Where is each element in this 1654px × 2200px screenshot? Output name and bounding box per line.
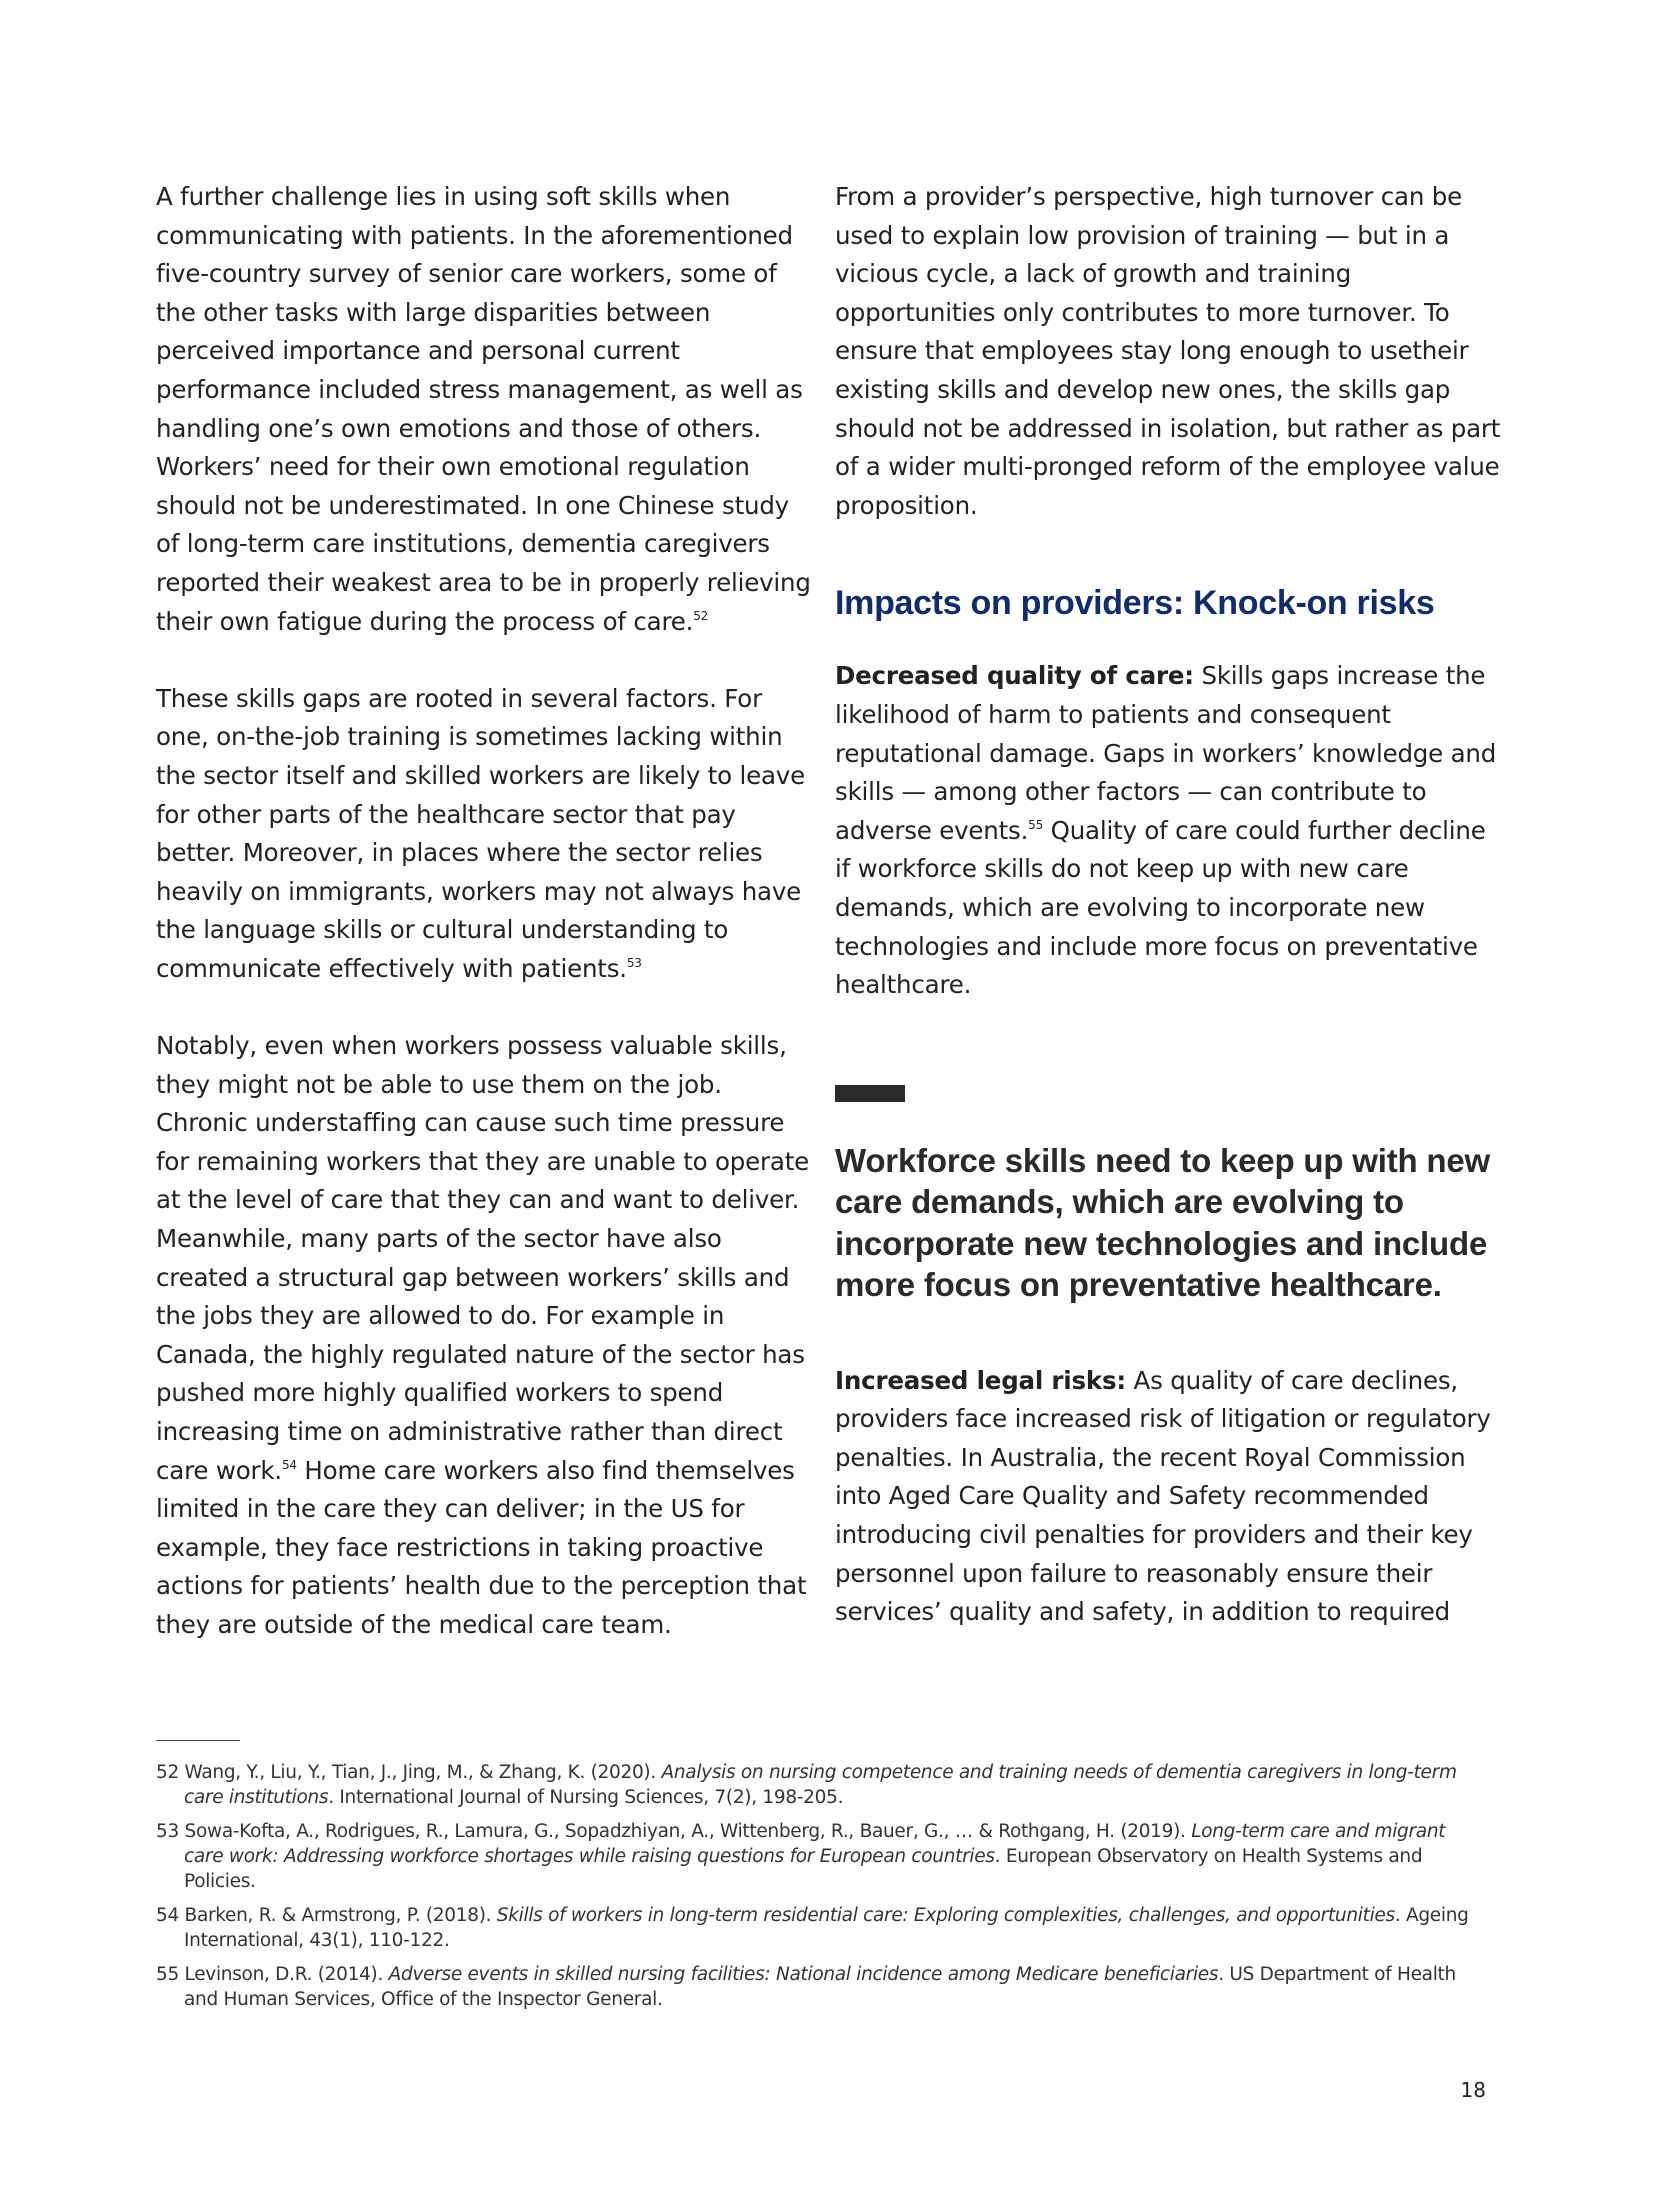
page-number: 18 xyxy=(1460,2078,1486,2102)
quality-lead-label: Decreased quality of care: xyxy=(835,661,1194,691)
footnote-ref-54[interactable]: 54 xyxy=(281,1457,297,1472)
paragraph-skills-usage: Notably, even when workers possess valuable skills, they might not be able to use them on the job. Chronic understaffing can cause such time pressure for remaining workers that they are unable to operate at the level of care that they can and want to deliver. Meanwhile, many parts of the sector have also created a structural gap between workers’ skills and the jobs they are allowed to do. For example in Canada, the highly regulated nature of the sector has pushed more highly qualified workers to spend increasing time on administrative rather than direct care work.$^{54}$ Home care workers also find themselves limited in the care they can deliver; in the US for example, they face restrictions in taking proactive actions for patients’ health due to the perception that they are outside of the medical care team. xyxy=(156,1031,809,1639)
paragraph-provider-perspective: From a provider’s perspective, high turnover can be used to explain low provision of training — but in a vicious cycle, a lack of growth and training opportunities only contributes to more turnover. To ensure that employees stay long enough to usetheir existing skills and develop new ones, the skills gap should not be addressed in isolation, but rather as part of a wider multi-pronged reform of the employee value proposition. xyxy=(835,182,1501,520)
footnote-52: 52 Wang, Y., Liu, Y., Tian, J., Jing, M., & Zhang, K. (2020). Analysis on nursing competence and training needs of dementia caregivers in long-term care institutions. International Journal of Nursing Sciences, 7(2), 198-205. xyxy=(156,1762,1457,1808)
footnote-divider xyxy=(156,1740,240,1741)
footnote-ref-53[interactable]: 53 xyxy=(626,955,642,970)
pull-quote-bar xyxy=(835,1085,905,1102)
footnote-ref-55[interactable]: 55 xyxy=(1028,817,1044,832)
left-column xyxy=(156,178,816,1645)
pull-quote: Workforce skills need to keep up with new care demands, which are evolving to incorporate new technologies and include more focus on preventative healthcare. xyxy=(835,1141,1491,1304)
footnote-55: 55 Levinson, D.R. (2014). Adverse events in skilled nursing facilities: National incidence among Medicare beneficiaries. US Department of Health and Human Services, Office of the Inspector General. xyxy=(156,1964,1456,2010)
footnote-ref-52[interactable]: 52 xyxy=(693,608,709,623)
paragraph-quality-of-care: Decreased quality of care: Skills gaps increase the likelihood of harm to patients and consequent reputational damage. Gaps in workers’ knowledge and skills — among other factors — can contribute to adverse events.$^{55}$ Quality of care could further decline if workforce skills do not keep up with new care demands, which are evolving to incorporate new technologies and include more focus on preventative healthcare. xyxy=(835,661,1497,1000)
right-column xyxy=(835,178,1503,1632)
footnote-54: 54 Barken, R. & Armstrong, P. (2018). Skills of workers in long-term residential care: Exploring complexities, challenges, and opportunities. Ageing International, 43(1), 110-122. xyxy=(156,1905,1469,1951)
footnotes xyxy=(156,1760,1486,2021)
paragraph-legal-risks: Increased legal risks: As quality of care declines, providers face increased risk of litigation or regulatory penalties. In Australia, the recent Royal Commission into Aged Care Quality and Safety recommended introducing civil penalties for providers and their key personnel upon failure to reasonably ensure their services’ quality and safety, in addition to required xyxy=(835,1365,1491,1627)
paragraph-skills-gaps-roots: These skills gaps are rooted in several factors. For one, on-the-job training is sometimes lacking within the sector itself and skilled workers are likely to leave for other parts of the healthcare sector that pay better. Moreover, in places where the sector relies heavily on immigrants, workers may not always have the language skills or cultural understanding to communicate effectively with patients.$^{53}$ xyxy=(156,683,805,983)
footnote-53: 53 Sowa-Kofta, A., Rodrigues, R., Lamura, G., Sopadzhiyan, A., Wittenberg, R., Bauer, G., … & Rothgang, H. (2019). Long-term care and migrant care work: Addressing workforce shortages while raising questions for European countries. European Observatory on Health Systems and Policies. xyxy=(156,1821,1446,1892)
legal-lead-label: Increased legal risks: xyxy=(835,1365,1126,1395)
paragraph-soft-skills: A further challenge lies in using soft skills when communicating with patients. In the aforementioned five-country survey of senior care workers, some of the other tasks with large disparities between perceived importance and personal current performance included stress management, as well as handling one’s own emotions and those of others. Workers’ need for their own emotional regulation should not be underestimated. In one Chinese study of long-term care institutions, dementia caregivers reported their weakest area to be in properly relieving their own fatigue during the process of care.$^{52}$ xyxy=(156,182,811,636)
section-heading: Impacts on providers: Knock-on risks xyxy=(835,584,1435,623)
